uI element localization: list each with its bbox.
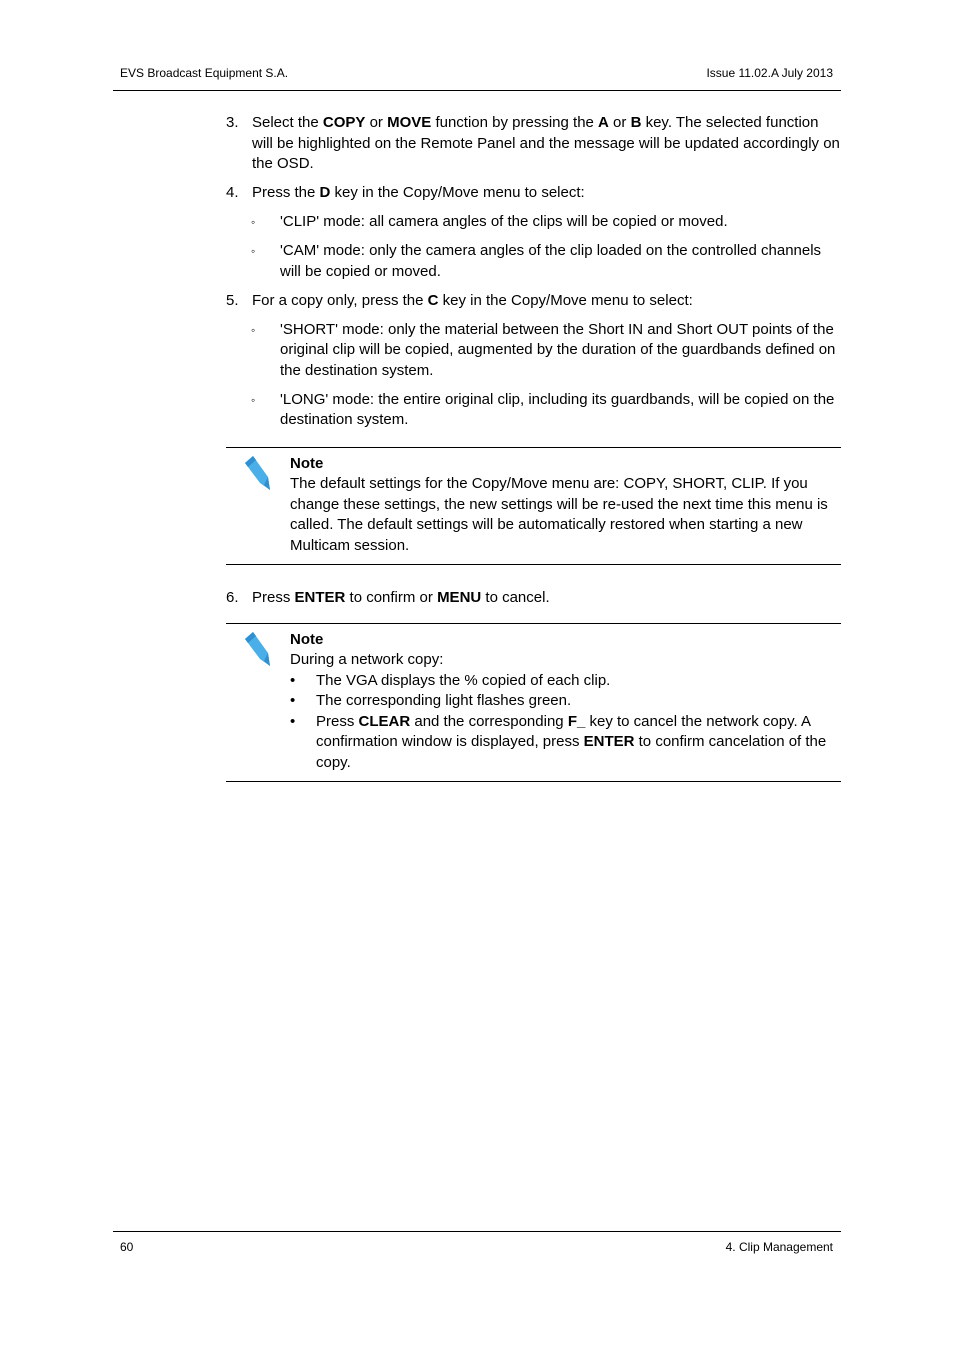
step-text: to cancel. <box>481 589 550 606</box>
list-item-text: The VGA displays the % copied of each clip. <box>316 671 611 689</box>
list-item-text: The corresponding light flashes green. <box>316 692 572 709</box>
header-issue: Issue 11.02.A July 2013 <box>706 66 833 80</box>
page-header <box>113 66 841 91</box>
step-number: 5. <box>226 291 239 309</box>
step-text: function by pressing the <box>431 114 599 131</box>
sub-bullet: ◦ <box>251 392 256 407</box>
list-item-text: key to cancel the network copy. A confirmation window is displayed, press <box>316 712 811 750</box>
note-box-network-copy <box>226 623 841 783</box>
list-item-text: 'CAM' mode: only the camera angles of the clip loaded on the controlled channels will be copied or moved. <box>280 242 822 280</box>
step-5 <box>226 291 841 312</box>
step-text: key in the Copy/Move menu to select: <box>330 184 585 201</box>
page-footer <box>113 1231 841 1254</box>
sub-bullet: ◦ <box>251 322 256 337</box>
key-copy: COPY <box>322 114 366 131</box>
step-text: key in the Copy/Move menu to select: <box>438 291 693 309</box>
step-6 <box>226 588 841 609</box>
key-d: D <box>319 184 331 201</box>
bullet: • <box>290 712 296 730</box>
step-4 <box>226 183 841 204</box>
step-number: 4. <box>226 184 239 201</box>
page-number: 60 <box>120 1240 134 1254</box>
list-item <box>290 712 841 774</box>
key-enter: ENTER <box>583 733 635 750</box>
step-text: to confirm or <box>345 589 438 606</box>
step-text: key. The selected function will be highlighted on the Remote Panel and the message will be updated accordingly on the OSD. <box>252 114 840 172</box>
key-clear: CLEAR <box>358 712 411 730</box>
sub-bullet: ◦ <box>251 215 256 229</box>
note-intro: During a network copy: <box>290 651 444 668</box>
key-move: MOVE <box>387 114 432 131</box>
list-item-text: 'LONG' mode: the entire original clip, including its guardbands, will be copied on the destination system. <box>280 390 835 428</box>
sub-bullet: ◦ <box>251 244 256 258</box>
bullet: • <box>290 671 296 689</box>
note-box-defaults <box>226 447 841 566</box>
step-number: 3. <box>226 114 239 131</box>
list-item <box>226 241 841 282</box>
step-text: Select the <box>252 114 323 131</box>
header-company: EVS Broadcast Equipment S.A. <box>120 66 289 80</box>
step-text: or <box>608 114 631 131</box>
list-item <box>290 691 841 712</box>
list-item <box>290 671 841 692</box>
step-text: For a copy only, press the <box>252 291 428 309</box>
note-list <box>290 671 841 774</box>
bullet: • <box>290 692 296 709</box>
list-item <box>226 212 841 233</box>
list-item-text: 'CLIP' mode: all camera angles of the clips will be copied or moved. <box>280 213 728 230</box>
key-c: C <box>427 291 439 309</box>
main-content <box>226 113 841 782</box>
note-text: The default settings for the Copy/Move menu are: COPY, SHORT, CLIP. If you change these settings, the new settings will be re-used the next time this menu is called. The default settings will be automatically restored when starting a new Multicam session. <box>290 475 828 554</box>
note-title: Note <box>290 454 324 472</box>
key-enter: ENTER <box>294 589 346 606</box>
pen-icon <box>242 453 274 493</box>
step-3 <box>226 113 841 175</box>
list-item-text: and the corresponding <box>410 712 568 730</box>
step-text: Press <box>252 589 295 606</box>
list-item-text: to confirm cancelation of the copy. <box>316 733 827 771</box>
chapter-title: 4. Clip Management <box>725 1240 833 1254</box>
list-item <box>226 390 841 431</box>
key-a: A <box>598 114 609 131</box>
step-text: or <box>365 114 388 131</box>
key-f: F_ <box>567 712 586 730</box>
list-item <box>226 320 841 382</box>
list-item-text: Press <box>316 712 359 730</box>
key-menu: MENU <box>437 589 482 606</box>
step-number: 6. <box>226 589 239 606</box>
step-text: Press the <box>252 184 320 201</box>
pen-icon <box>242 629 274 669</box>
list-item-text: 'SHORT' mode: only the material between the Short IN and Short OUT points of the original clip will be copied, augmented by the duration of the guardbands defined on the destination system. <box>280 320 836 379</box>
key-b: B <box>630 114 642 131</box>
note-title: Note <box>290 630 324 648</box>
